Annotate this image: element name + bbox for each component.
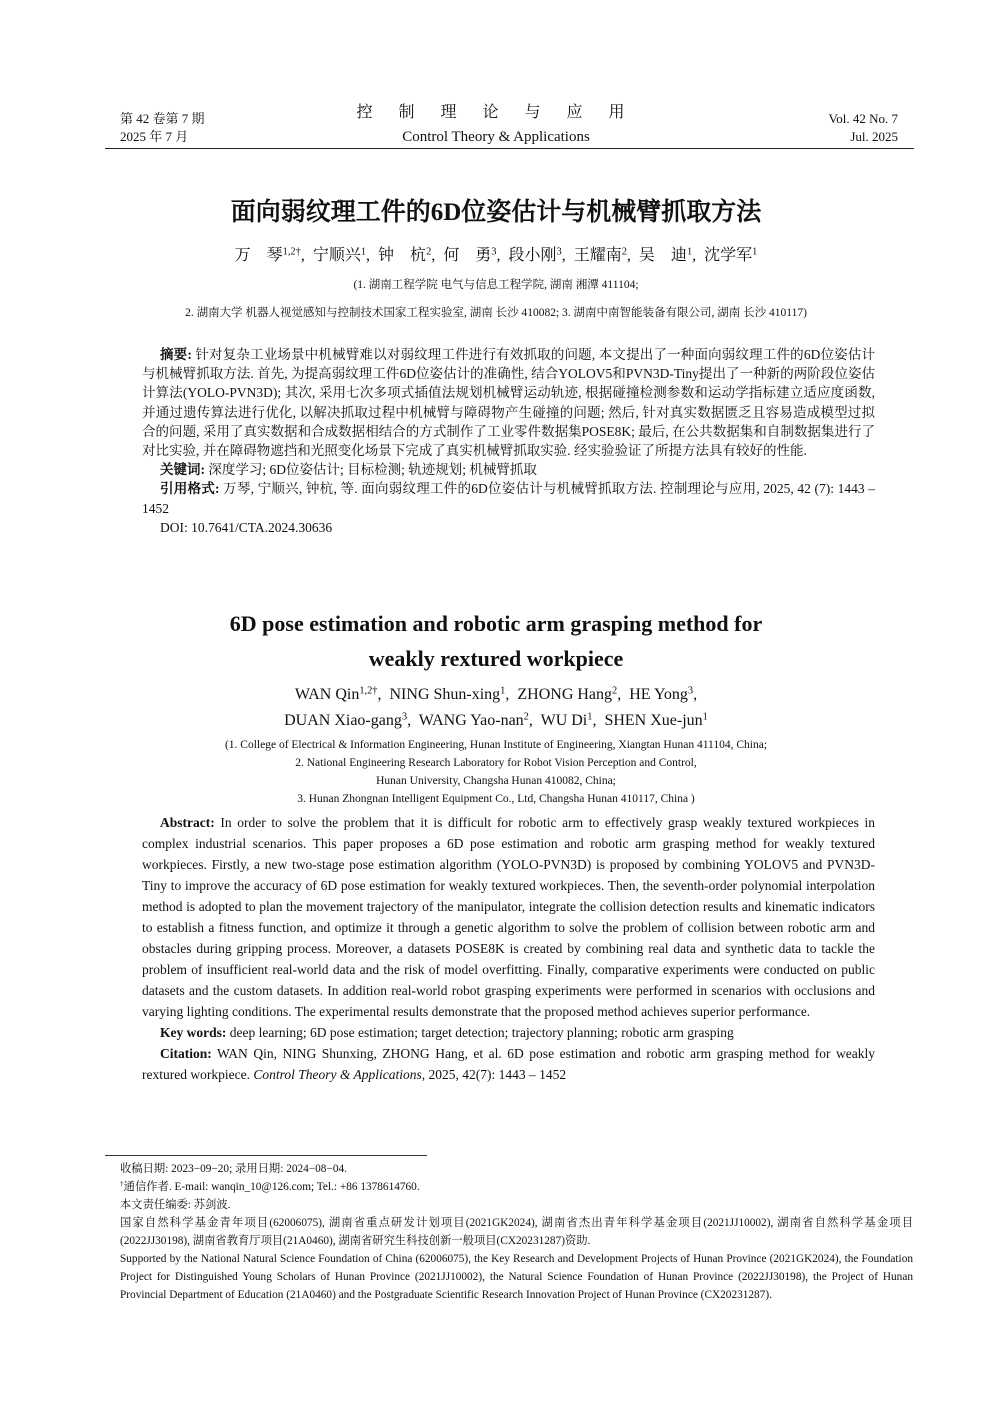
keywords-en-text: deep learning; 6D pose estimation; target detection; trajectory planning; robotic arm grasping	[226, 1025, 734, 1040]
abstract-cn-paragraph	[142, 345, 875, 460]
footnote-editor: 本文责任编委: 苏剑波.	[120, 1199, 231, 1211]
affiliation-en-line: 3. Hunan Zhongnan Intelligent Equipment Co., Ltd, Changsha Hunan 410117, China )	[297, 793, 695, 805]
abstract-en-text: In order to solve the problem that it is difficult for robotic arm to effectively grasp weakly textured workpieces in complex industrial scenarios. This paper proposes a 6D pose estimation and robotic arm grasping method for weakly textured workpieces. Firstly, a new two-stage pose estimation algorithm (YOLO-PVN3D) is proposed by combining YOLOV5 and PVN3D-Tiny to improve the accuracy of 6D pose estimation for weakly textured workpieces. Then, the seventh-order polynomial interpolation method is adopted to plan the movement trajectory of the manipulator, integrate the collision detection results and kinematic indicators to establish a fitness function, and optimize it through a genetic algorithm to solve the problem of collision between robotic arm and obstacles during gripping process. Moreover, a datasets POSE8K is created by combining real data and synthetic data to tackle the problem of insufficient real-world data and the risk of model overfitting. Finally, comparative experiments were conducted on public datasets and the custom datasets. In addition real-world robot grasping experiments were performed in scenarios with occlusions and varying lighting conditions. The experimental results demonstrate that the proposed method achieves superior performance.	[142, 815, 875, 1019]
keywords-en-label: Key words:	[160, 1025, 227, 1040]
keywords-cn-label: 关键词:	[160, 462, 205, 478]
title-en	[0, 606, 992, 676]
title-en-line-1: 6D pose estimation and robotic arm grasping method for	[229, 611, 763, 636]
header-volume-issue: 第 42 卷第 7 期	[120, 111, 205, 126]
author-cn: 段小刚$^3$	[508, 246, 562, 264]
footnote-rule	[105, 1155, 427, 1156]
footnotes	[120, 1160, 913, 1304]
header-date-cn: 2025 年 7 月	[120, 129, 189, 144]
header-date-en: Jul. 2025	[850, 129, 898, 144]
author-en: HE Yong$^3$	[629, 685, 694, 703]
author-en: NING Shun-xing$^1$	[389, 685, 506, 703]
author-en: SHEN Xue-jun$^1$	[604, 711, 708, 729]
journal-name-en: Control Theory & Applications	[402, 129, 590, 145]
citation-cn-label: 引用格式:	[160, 481, 220, 497]
affiliation-en-line: Hunan University, Changsha Hunan 410082, China;	[376, 775, 616, 787]
abstract-en	[142, 812, 875, 1085]
keywords-en	[142, 1022, 875, 1043]
citation-en-label: Citation:	[160, 1046, 212, 1061]
citation-cn-text: 万琴, 宁顺兴, 钟杭, 等. 面向弱纹理工件的6D位姿估计与机械臂抓取方法. 控制理论与应用, 2025, 42 (7): 1443 – 1452	[142, 481, 875, 516]
affiliation-en-line: (1. College of Electrical & Information Engineering, Hunan Institute of Engineering, Xiangtan Hunan 411104, China;	[224, 739, 768, 751]
keywords-cn-text: 深度学习; 6D位姿估计; 目标检测; 轨迹规划; 机械臂抓取	[205, 462, 537, 478]
abstract-en-label: Abstract:	[160, 815, 215, 830]
authors-en-line-2: DUAN Xiao-gang$^3$, WANG Yao-nan$^2$, WU Di$^1$, SHEN Xue-jun$^1$	[284, 711, 708, 729]
header-rule	[105, 148, 914, 149]
author-cn: 何 勇$^3$	[443, 246, 497, 264]
journal-name-cn: 控 制 理 论 与 应 用	[356, 104, 636, 121]
keywords-cn	[142, 460, 875, 479]
author-en: DUAN Xiao-gang$^3$	[284, 711, 408, 729]
author-en: ZHONG Hang$^2$	[517, 685, 618, 703]
title-en-line-2: weakly rextured workpiece	[368, 646, 624, 671]
affiliation-en-line: 2. National Engineering Research Laboratory for Robot Vision Perception and Control,	[295, 757, 697, 769]
footnote-corresponding	[120, 1178, 913, 1196]
author-en: WANG Yao-nan$^2$	[418, 711, 529, 729]
footnote-corresponding-text: 通信作者. E-mail: wanqin_10@126.com; Tel.: +86 1378614760.	[123, 1181, 420, 1193]
header-vol-no: Vol. 42 No. 7	[828, 111, 898, 126]
affiliation-en	[0, 736, 992, 808]
citation-en-text: WAN Qin, NING Shunxing, ZHONG Hang, et al. 6D pose estimation and robotic arm grasping method for weakly rextured workpiece.	[142, 1046, 875, 1082]
author-cn: 王耀南$^2$	[573, 246, 627, 264]
abstract-cn-text: 针对复杂工业场景中机械臂难以对弱纹理工件进行有效抓取的问题, 本文提出了一种面向弱纹理工件的6D位姿估计与机械臂抓取方法. 首先, 为提高弱纹理工件6D位姿估计的准确性, 结合YOLOV5和PVN3D-Tiny提出了一种新的两阶段位姿估计算法(YOLO-PVN3D); 其次, 采用七次多项式插值法规划机械臂运动轨迹, 根据碰撞检测参数和运动学指标建立适应度函数, 并通过遗传算法进行优化, 以解决抓取过程中机械臂与障碍物产生碰撞的问题; 然后, 针对真实数据匮乏且容易造成模型过拟合的问题, 采用了真实数据和合成数据相结合的方式制作了工业零件数据集POSE8K; 最后, 在公共数据集和自制数据集进行了对比实验, 并在障碍物遮挡和光照变化场景下完成了真实机械臂抓取实验. 经实验验证了所提方法具有较好的性能.	[142, 347, 876, 459]
citation-en-tail: , 2025, 42(7): 1443 – 1452	[421, 1067, 567, 1082]
doi: DOI: 10.7641/CTA.2024.30636	[160, 519, 333, 535]
abstract-cn-label: 摘要:	[160, 347, 192, 362]
title-cn: 面向弱纹理工件的6D位姿估计与机械臂抓取方法	[230, 199, 762, 226]
citation-cn	[142, 479, 875, 517]
author-cn: 吴 迪$^1$	[638, 246, 693, 264]
dagger-mark: †	[120, 1178, 124, 1188]
abstract-cn	[142, 345, 875, 537]
authors-cn: 万 琴$^{1,2\dagger}$, 宁顺兴$^1$, 钟 杭$^2$, 何 勇$^3$, 段小刚$^3$, 王耀南$^2$, 吴 迪$^1$, 沈学军$^1$	[234, 246, 758, 264]
author-cn: 钟 杭$^2$	[378, 246, 432, 264]
citation-en	[142, 1043, 875, 1085]
author-cn: 万 琴$^{1,2\dagger}$	[234, 246, 301, 264]
authors-en-line-1: WAN Qin$^{1,2\dagger}$, NING Shun-xing$^1$, ZHONG Hang$^2$, HE Yong$^3$,	[294, 685, 698, 703]
footnote-received: 收稿日期: 2023−09−20; 录用日期: 2024−08−04.	[120, 1163, 347, 1175]
affiliation-cn-1: (1. 湖南工程学院 电气与信息工程学院, 湖南 湘潭 411104;	[353, 279, 639, 291]
header-volume-en	[829, 110, 898, 146]
authors-en	[0, 682, 992, 734]
affiliation-cn-2: 2. 湖南大学 机器人视觉感知与控制技术国家工程实验室, 湖南 长沙 410082; 3. 湖南中南智能装备有限公司, 湖南 长沙 410117)	[185, 307, 807, 319]
author-cn: 沈学军$^1$	[704, 246, 758, 264]
footnote-funding-en: Supported by the National Natural Science Foundation of China (62006075), the Key Research and Development Projects of Hunan Province (2021GK2024), the Foundation Project for Distinguished Young Scholars of Hunan Province (2021JJ10002), the Natural Science Foundation of Hunan Province (2022JJ30198), the Project of Hunan Provincial Department of Education (21A0460) and the Postgraduate Scientific Research Innovation Project of Hunan Province (CX20231287).	[120, 1253, 913, 1301]
footnote-funding-cn: 国家自然科学基金青年项目(62006075), 湖南省重点研发计划项目(2021GK2024), 湖南省杰出青年科学基金项目(2021JJ10002), 湖南省自然科学基金项目(2022JJ30198), 湖南省教育厅项目(21A0460), 湖南省研究生科技创新一般项目(CX20231287)资助.	[120, 1217, 913, 1247]
author-cn: 宁顺兴$^1$	[312, 246, 367, 264]
abstract-en-paragraph	[142, 812, 875, 1022]
author-en: WAN Qin$^{1,2\dagger}$	[294, 685, 378, 703]
author-en: WU Di$^1$	[540, 711, 593, 729]
citation-en-journal: Control Theory & Applications	[253, 1067, 422, 1082]
